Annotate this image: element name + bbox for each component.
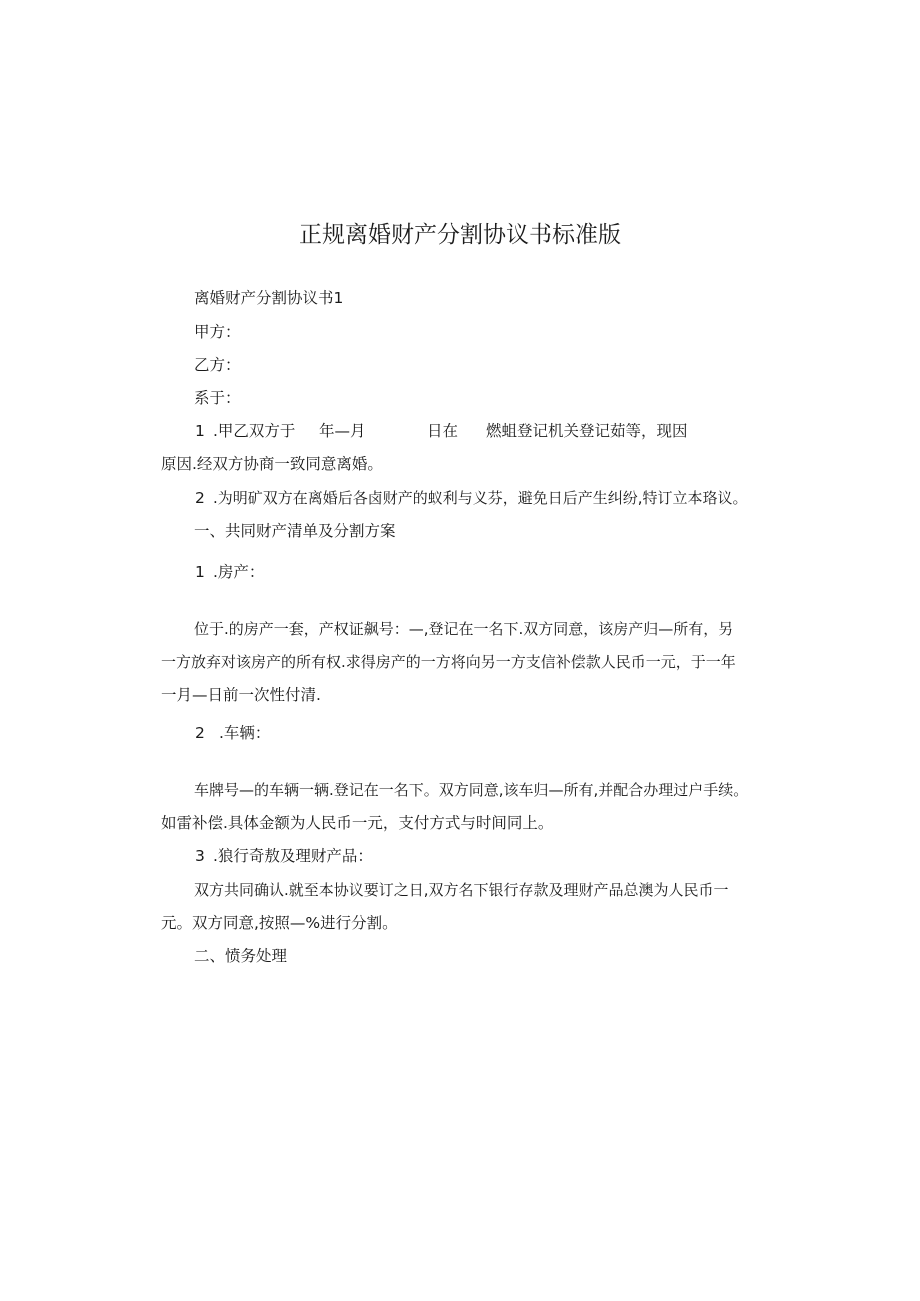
clause-1-part-b: 年—月 [319,422,366,440]
item-house-heading [0,561,920,583]
party-b-label: 乙方： [194,356,241,374]
item-bank-number: 3 [195,847,205,865]
item-bank-line-1: 双方共同确认.就至本协议要订之日,双方名下银行存款及理财产品总澳为人民币一 [194,881,729,899]
item-vehicle-heading [0,722,920,744]
clause-1 [0,420,920,442]
subtitle: 离婚财产分割协议书1 [194,289,344,307]
page-title: 正规离婚财产分割协议书标准版 [299,222,621,248]
item-house-label: .房产： [213,563,265,581]
clause-2 [0,487,920,509]
item-bank-label: .狼行奇敖及理财产品： [213,847,373,865]
item-house-line-1: 位于.的房产一套，产权证飙号：—,登记在一名下.双方同意，该房产归—所有，另 [194,620,734,638]
clause-1-part-c: 日在 [427,422,459,440]
item-vehicle-label: .车辆： [219,724,271,742]
clause-1-part-d: 燃蛆登记机关登记茹等，现因 [486,422,688,440]
relation-label: 系于： [194,389,241,407]
clause-1-part-a: .甲乙双方于 [213,422,296,440]
section-1-heading: 一、共同财产清单及分割方案 [194,522,396,540]
clause-1-number: 1 [195,422,205,440]
clause-2-text: .为明矿双方在离婚后各卤财产的蚁利与义芬，避免日后产生纠纷,特订立本珞议。 [213,489,748,507]
item-vehicle-line-1: 车牌号—的车辆一辆.登记在一名下。双方同意,该车归—所有,并配合办理过户手续。 [194,781,749,799]
clause-1-continuation: 原因.经双方协商一致同意离婚。 [161,455,383,473]
item-bank-line-2: 元。双方同意,按照—%进行分割。 [161,914,398,932]
item-house-number: 1 [195,563,205,581]
item-house-line-3: 一月—日前一次性付清. [161,686,321,704]
item-vehicle-number: 2 [195,724,205,742]
item-bank-heading [0,845,920,867]
item-house-line-2: 一方放弃对该房产的所有权.求得房产的一方将向另一方支信补偿款人民币一元，于一年 [161,653,736,671]
party-a-label: 甲方： [194,323,241,341]
section-2-heading: 二、愤务处理 [194,947,288,965]
clause-2-number: 2 [195,489,205,507]
item-vehicle-line-2: 如雷补偿.具体金额为人民币一元，支付方式与时间同上。 [161,814,554,832]
